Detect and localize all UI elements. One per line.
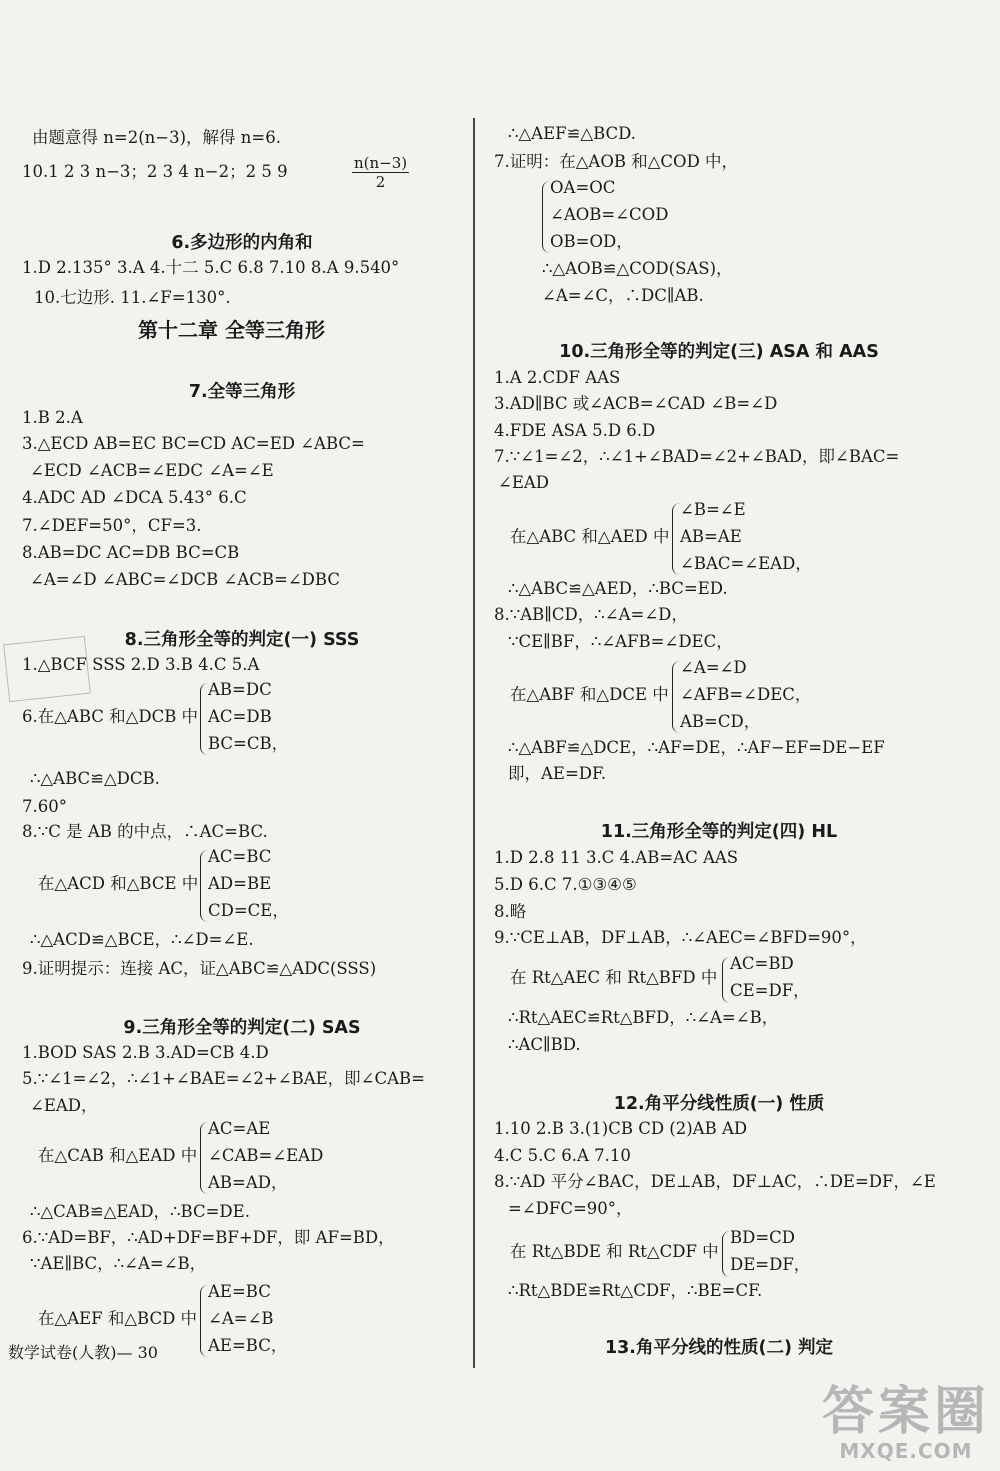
system-label: 在△ABF 和△DCE 中 (510, 685, 669, 704)
section-heading: 10.三角形全等的判定(三) ASA 和 AAS (559, 342, 879, 362)
text-line: 1.D 2.8 11 3.C 4.AB=AC AAS (494, 848, 739, 867)
equation: ∠A=∠D (680, 658, 747, 677)
text-line: 即，AE=DF. (508, 764, 607, 783)
text-line: 3.AD∥BC 或∠ACB=∠CAD ∠B=∠D (494, 394, 778, 413)
text-line: ∠A=∠C，∴DC∥AB. (542, 286, 704, 305)
text-line: 4.ADC AD ∠DCA 5.43° 6.C (22, 488, 247, 507)
text-line: 5.D 6.C 7.①③④⑤ (494, 875, 637, 894)
text-line: ∴AC∥BD. (508, 1035, 581, 1054)
section-heading: 12.角平分线性质(一) 性质 (613, 1094, 825, 1114)
text-line: 10.七边形. 11.∠F=130°. (34, 288, 231, 307)
section-heading: 11.三角形全等的判定(四) HL (600, 822, 838, 842)
fraction (352, 154, 409, 191)
text-line: 9.∵CE⊥AB，DF⊥AB，∴∠AEC=∠BFD=90°， (494, 928, 867, 947)
text-line: ∠ECD ∠ACB=∠EDC ∠A=∠E (30, 461, 274, 480)
equation: AC=BC (208, 847, 272, 866)
text-line: ∠EAD (498, 473, 550, 492)
text-line: 3.△ECD AB=EC BC=CD AC=ED ∠ABC= (22, 434, 365, 453)
watermark (821, 1382, 990, 1463)
brace-icon (672, 503, 680, 575)
section-heading: 7.全等三角形 (188, 382, 296, 402)
system-label: 在 Rt△AEC 和 Rt△BFD 中 (510, 968, 718, 987)
section-heading: 8.三角形全等的判定(一) SSS (124, 630, 360, 650)
brace-icon (672, 661, 680, 733)
text-line: 由题意得 n=2(n−3)，解得 n=6. (32, 128, 281, 147)
text-line: 5.∵∠1=∠2，∴∠1+∠BAE=∠2+∠BAE，即∠CAB= (22, 1069, 425, 1088)
text-line: 1.A 2.CDF AAS (494, 368, 621, 387)
text-line: 7.证明：在△AOB 和△COD 中， (494, 152, 739, 171)
text-line: 1.BOD SAS 2.B 3.AD=CB 4.D (22, 1043, 269, 1062)
brace-icon (722, 957, 730, 1003)
text-line: ∴Rt△BDE≌Rt△CDF，∴BE=CF. (508, 1281, 763, 1300)
equation: ∠AFB=∠DEC， (680, 685, 812, 704)
equation: OA=OC (550, 178, 616, 197)
text-line: 7.60° (22, 797, 67, 816)
page-footer: 数学试卷(人教)— 30 (8, 1343, 158, 1362)
equation: ∠AOB=∠COD (550, 205, 669, 224)
text-line: ∠EAD， (30, 1096, 98, 1115)
equation: AD=BE (208, 874, 272, 893)
text-line: 9.证明提示：连接 AC，证△ABC≌△ADC(SSS) (22, 959, 377, 978)
brace-icon (200, 1122, 208, 1194)
text-line: 4.FDE ASA 5.D 6.D (494, 421, 656, 440)
fraction-denominator: 2 (375, 173, 386, 191)
equation: CD=CE， (208, 901, 289, 920)
fraction-numerator: n(n−3) (354, 154, 408, 172)
text-line: 8.∵AD 平分∠BAC，DE⊥AB，DF⊥AC，∴DE=DF，∠E (494, 1172, 936, 1191)
system-label: 在△CAB 和△EAD 中 (38, 1146, 198, 1165)
section-heading: 9.三角形全等的判定(二) SAS (123, 1018, 361, 1038)
text-line: 6.∵AD=BF，∴AD+DF=BF+DF，即 AF=BD， (22, 1228, 395, 1247)
column-divider (473, 118, 475, 1368)
text-line: 1.D 2.135° 3.A 4.十二 5.C 6.8 7.10 8.A 9.540° (22, 258, 400, 277)
text-line: ∠A=∠D ∠ABC=∠DCB ∠ACB=∠DBC (30, 570, 340, 589)
equation: AC=AE (208, 1119, 271, 1138)
watermark-url: MXQE.COM (839, 1439, 973, 1463)
equation: AE=BC (208, 1282, 271, 1301)
equation: AC=BD (730, 954, 794, 973)
system-label: 在△AEF 和△BCD 中 (38, 1309, 198, 1328)
brace-icon (722, 1231, 730, 1277)
text-line: 8.∵AB∥CD，∴∠A=∠D， (494, 605, 688, 624)
system-label: 在△ACD 和△BCE 中 (38, 874, 199, 893)
section-heading: 6.多边形的内角和 (171, 233, 313, 253)
equation: ∠BAC=∠EAD， (680, 554, 812, 573)
equation: BD=CD (730, 1228, 796, 1247)
system-label: 在 Rt△BDE 和 Rt△CDF 中 (510, 1242, 719, 1261)
text-line: 7.∠DEF=50°，CF=3. (22, 516, 202, 535)
equation: OB=OD， (550, 232, 633, 251)
equation: AB=DC (208, 680, 272, 699)
text-line: ∴△ABC≌△AED，∴BC=ED. (508, 579, 728, 598)
stamp-mark (3, 636, 91, 702)
brace-icon (200, 850, 208, 922)
text-line: 8.AB=DC AC=DB BC=CB (22, 543, 240, 562)
equation: AB=AD， (208, 1173, 288, 1192)
section-heading: 13.角平分线的性质(二) 判定 (604, 1338, 834, 1358)
text-line: ∵AE∥BC，∴∠A=∠B， (30, 1254, 207, 1273)
system-label: 6.在△ABC 和△DCB 中 (22, 707, 199, 726)
text-line: 8.略 (494, 902, 527, 921)
equation: ∠B=∠E (680, 500, 746, 519)
equation: ∠A=∠B (208, 1309, 274, 1328)
system-label: 在△ABC 和△AED 中 (510, 527, 670, 546)
text-line: ∵CE∥BF，∴∠AFB=∠DEC， (508, 632, 733, 651)
text-line: ∴Rt△AEC≌Rt△BFD，∴∠A=∠B， (508, 1008, 779, 1027)
brace-icon (542, 181, 550, 253)
text-line: =∠DFC=90°， (508, 1199, 633, 1218)
text-line: 7.∵∠1=∠2，∴∠1+∠BAD=∠2+∠BAD，即∠BAC= (494, 447, 900, 466)
equation: AB=AE (680, 527, 742, 546)
text-line: ∴△ABC≌△DCB. (30, 769, 160, 788)
text-line: ∴△AOB≌△COD(SAS)， (542, 259, 733, 278)
text-line: ∴△AEF≌△BCD. (508, 124, 637, 143)
text-line: 8.∵C 是 AB 的中点，∴AC=BC. (22, 822, 268, 841)
equation: AB=CD， (680, 712, 761, 731)
text-line: 10.1 2 3 n−3；2 3 4 n−2；2 5 9 (22, 162, 288, 181)
watermark-logo: 答案圈 (821, 1382, 990, 1442)
equation: BC=CB， (208, 734, 289, 753)
text-line: 1.10 2.B 3.(1)CB CD (2)AB AD (494, 1119, 748, 1138)
equation: DE=DF， (730, 1255, 811, 1274)
equation: CE=DF， (730, 981, 810, 1000)
brace-icon (200, 683, 208, 755)
text-line: ∴△CAB≌△EAD，∴BC=DE. (30, 1202, 250, 1221)
equation: ∠CAB=∠EAD (208, 1146, 324, 1165)
text-line: ∴△ABF≌△DCE，∴AF=DE，∴AF−EF=DE−EF (508, 738, 885, 757)
text-line: ∴△ACD≌△BCE，∴∠D=∠E. (30, 930, 254, 949)
chapter-title: 第十二章 全等三角形 (138, 318, 325, 342)
equation: AE=BC， (208, 1336, 288, 1355)
brace-icon (200, 1285, 208, 1357)
text-line: 1.B 2.A (22, 408, 83, 427)
text-line: 4.C 5.C 6.A 7.10 (494, 1146, 631, 1165)
text-line: 1.△BCF SSS 2.D 3.B 4.C 5.A (22, 655, 260, 674)
equation: AC=DB (208, 707, 272, 726)
